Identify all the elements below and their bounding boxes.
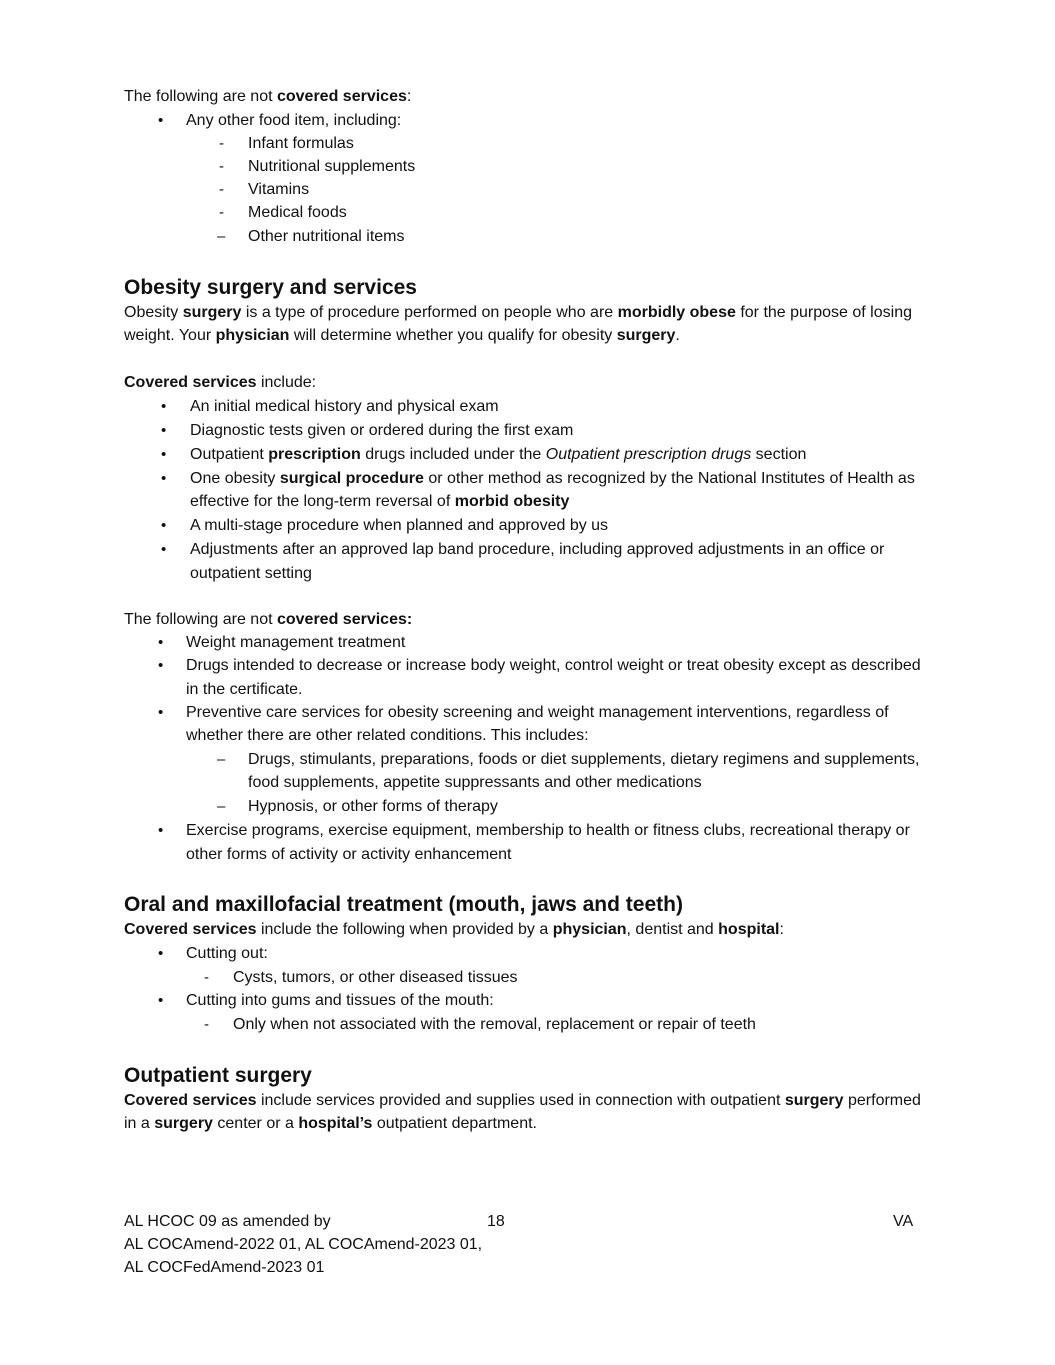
sub-list-item: Only when not associated with the removal, replacement or repair of teeth: [233, 1016, 756, 1033]
bullet-icon: •: [158, 822, 164, 839]
not-covered-intro: The following are not covered services:: [124, 611, 413, 628]
bullet-icon: •: [161, 446, 167, 463]
bullet-icon: •: [161, 470, 167, 487]
footer-right-code: VA: [893, 1213, 914, 1230]
bullet-icon: •: [161, 517, 167, 534]
list-item-continuation: other forms of activity or activity enhancement: [186, 846, 512, 863]
list-item: Cutting out:: [186, 945, 268, 962]
page-number: 18: [487, 1213, 505, 1230]
dash-icon: -: [204, 969, 209, 986]
list-item: Exercise programs, exercise equipment, membership to health or fitness clubs, recreational therapy or: [186, 822, 910, 839]
list-item: Any other food item, including:: [186, 112, 402, 129]
dash-icon: -: [204, 1016, 209, 1033]
sub-list-item: Hypnosis, or other forms of therapy: [248, 798, 498, 815]
dash-icon: -: [219, 181, 224, 198]
bullet-icon: •: [158, 112, 164, 129]
bullet-icon: •: [161, 422, 167, 439]
section-heading-oral: Oral and maxillofacial treatment (mouth, jaws and teeth): [124, 893, 683, 916]
list-item: Drugs intended to decrease or increase body weight, control weight or treat obesity except as described: [186, 657, 921, 674]
bullet-icon: •: [158, 945, 164, 962]
sub-list-item: Vitamins: [248, 181, 310, 198]
bullet-icon: •: [158, 992, 164, 1009]
list-item: Preventive care services for obesity screening and weight management interventions, regardless of: [186, 704, 889, 721]
dash-icon: -: [219, 135, 224, 152]
outpatient-paragraph-line: in a surgery center or a hospital’s outpatient department.: [124, 1115, 537, 1132]
sub-list-item-continuation: food supplements, appetite suppressants and other medications: [248, 774, 702, 791]
list-item: Diagnostic tests given or ordered during the first exam: [190, 422, 574, 439]
bullet-icon: •: [158, 657, 164, 674]
dash-icon: –: [217, 228, 226, 245]
covered-intro: Covered services include:: [124, 374, 317, 391]
obesity-paragraph-line: Obesity surgery is a type of procedure performed on people who are morbidly obese for the purpose of losing: [124, 304, 912, 321]
list-item: Weight management treatment: [186, 634, 406, 651]
list-item-continuation: effective for the long-term reversal of morbid obesity: [190, 493, 570, 510]
not-covered-intro: The following are not covered services:: [124, 88, 412, 105]
list-item-continuation: whether there are other related conditions. This includes:: [186, 727, 589, 744]
bullet-icon: •: [161, 398, 167, 415]
dash-icon: –: [217, 751, 226, 768]
outpatient-paragraph-line: Covered services include services provided and supplies used in connection with outpatient surgery performed: [124, 1092, 921, 1109]
list-item: An initial medical history and physical exam: [190, 398, 499, 415]
sub-list-item: Nutritional supplements: [248, 158, 416, 175]
sub-list-item: Drugs, stimulants, preparations, foods or diet supplements, dietary regimens and supplements,: [248, 751, 920, 768]
sub-list-item: Cysts, tumors, or other diseased tissues: [233, 969, 518, 986]
section-heading-obesity: Obesity surgery and services: [124, 276, 417, 299]
bullet-icon: •: [158, 634, 164, 651]
list-item: A multi-stage procedure when planned and approved by us: [190, 517, 609, 534]
obesity-paragraph-line: weight. Your physician will determine whether you qualify for obesity surgery.: [124, 327, 680, 344]
section-heading-outpatient: Outpatient surgery: [124, 1064, 312, 1087]
sub-list-item: Infant formulas: [248, 135, 354, 152]
dash-icon: -: [219, 204, 224, 221]
bullet-icon: •: [158, 704, 164, 721]
footer-left-line: AL HCOC 09 as amended by: [124, 1213, 331, 1230]
list-item: Outpatient prescription drugs included under the Outpatient prescription drugs section: [190, 446, 807, 463]
list-item-continuation: outpatient setting: [190, 565, 312, 582]
bullet-icon: •: [161, 541, 167, 558]
footer-left-line: AL COCFedAmend-2023 01: [124, 1259, 325, 1276]
sub-list-item: Other nutritional items: [248, 228, 405, 245]
oral-intro: Covered services include the following when provided by a physician, dentist and hospital:: [124, 921, 784, 938]
dash-icon: -: [219, 158, 224, 175]
list-item-continuation: in the certificate.: [186, 681, 303, 698]
footer-left-line: AL COCAmend-2022 01, AL COCAmend-2023 01,: [124, 1236, 483, 1253]
list-item: Adjustments after an approved lap band procedure, including approved adjustments in an office or: [190, 541, 885, 558]
dash-icon: –: [217, 798, 226, 815]
sub-list-item: Medical foods: [248, 204, 347, 221]
list-item: Cutting into gums and tissues of the mouth:: [186, 992, 494, 1009]
list-item: One obesity surgical procedure or other method as recognized by the National Institutes of Health as: [190, 470, 915, 487]
